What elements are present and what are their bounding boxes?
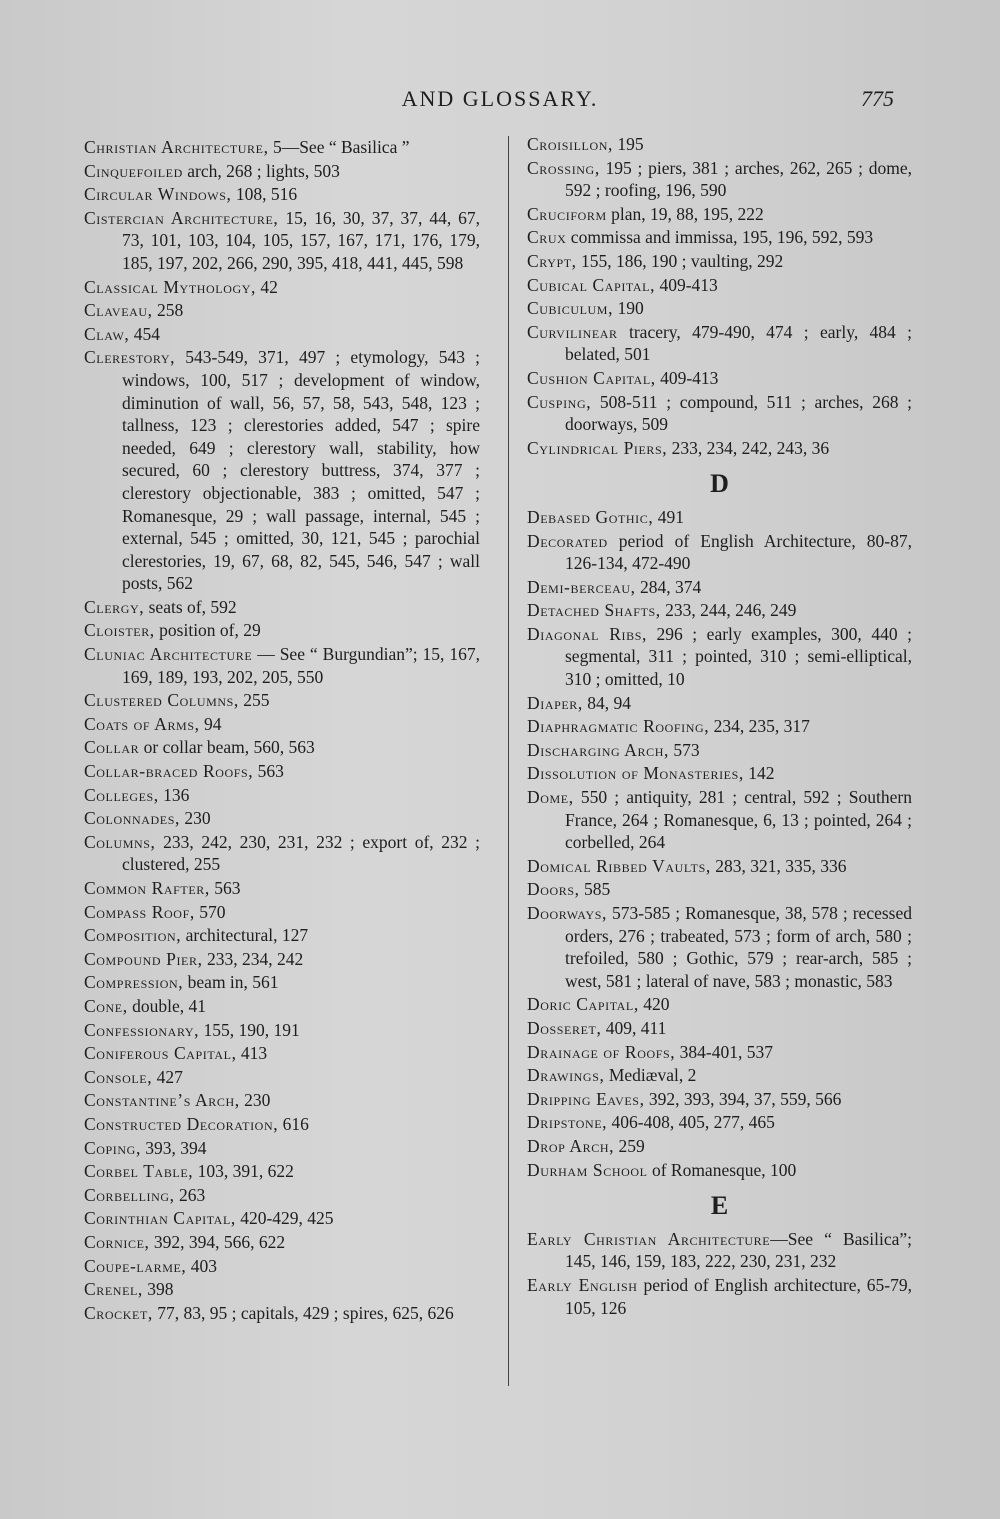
entry-references: 284, 374 xyxy=(635,576,702,597)
entry-references: 398 xyxy=(142,1279,174,1300)
entry-headword: Compound Pier, xyxy=(84,948,203,969)
entry-references: 491 xyxy=(653,506,684,527)
index-entry xyxy=(84,1113,480,1136)
entry-headword: Diaphragmatic Roofing, xyxy=(527,716,710,737)
index-entry xyxy=(84,1207,480,1230)
entry-references: 406-408, 405, 277, 465 xyxy=(607,1112,775,1133)
entry-references: 384-401, 537 xyxy=(675,1041,773,1062)
index-entry xyxy=(527,623,912,691)
index-entry xyxy=(84,1137,480,1160)
index-entry xyxy=(84,596,480,619)
entry-references: 508-511 ; compound, 511 ; arches, 268 ; doorways, 509 xyxy=(565,391,912,435)
entry-references: 136 xyxy=(158,784,190,805)
entry-headword: Cinquefoiled xyxy=(84,160,183,181)
entry-references: 296 ; early examples, 300, 440 ; segmental, 311 ; pointed, 310 ; semi-elliptical, 310 ; omitted, 10 xyxy=(565,623,912,690)
index-entry xyxy=(84,207,480,275)
entry-headword: Colonnades, xyxy=(84,808,180,829)
entry-references: 392, 393, 394, 37, 559, 566 xyxy=(644,1088,842,1109)
entry-headword: Corinthian Capital, xyxy=(84,1208,236,1229)
index-entry xyxy=(84,995,480,1018)
index-entry xyxy=(527,203,912,226)
entry-references: seats of, 592 xyxy=(144,596,237,617)
index-entry xyxy=(527,902,912,992)
index-entry xyxy=(527,1228,912,1273)
index-entry xyxy=(527,599,912,622)
index-entry xyxy=(527,786,912,854)
index-entry xyxy=(527,1088,912,1111)
index-entry xyxy=(527,762,912,785)
index-entry xyxy=(527,1159,912,1182)
entry-headword: Cushion Capital, xyxy=(527,367,656,388)
entry-headword: Circular Windows, xyxy=(84,184,232,205)
entry-headword: Dome, xyxy=(527,787,574,808)
entry-references: 258 xyxy=(152,300,184,321)
entry-headword: Common Rafter, xyxy=(84,878,210,898)
entry-references: 420 xyxy=(638,994,670,1015)
entry-headword: Discharging Arch, xyxy=(527,739,669,760)
index-entry xyxy=(84,183,480,206)
index-entry xyxy=(84,299,480,322)
index-entry xyxy=(84,831,480,876)
running-title: AND GLOSSARY. xyxy=(401,86,599,111)
entry-headword: Clustered Columns, xyxy=(84,690,239,711)
entry-headword: Collar-braced Roofs, xyxy=(84,761,254,782)
index-entry xyxy=(527,855,912,878)
right-column xyxy=(527,133,912,1320)
index-entry xyxy=(527,321,912,366)
index-entry xyxy=(84,901,480,924)
entry-references: 15, 16, 30, 37, 37, 44, 67, 73, 101, 103, 104, 105, 157, 167, 171, 176, 179, 185, 197, 202, 266, 290, 395, 418, 441, 445, 598 xyxy=(122,207,481,273)
index-entry xyxy=(84,160,480,183)
entries-d xyxy=(527,506,912,1181)
entry-references: 233, 242, 230, 231, 232 ; export of, 232 ; clustered, 255 xyxy=(122,831,480,875)
entry-references: 5—See “ Basilica ” xyxy=(268,137,410,157)
index-entry xyxy=(527,133,912,156)
index-entry xyxy=(527,692,912,715)
index-entry xyxy=(527,530,912,575)
column-divider xyxy=(508,136,509,1386)
entry-headword: Clergy, xyxy=(84,596,145,617)
entry-references: 263 xyxy=(174,1184,206,1205)
index-entry xyxy=(84,1184,480,1207)
index-entry xyxy=(84,1066,480,1089)
index-entry xyxy=(84,323,480,346)
entry-headword: Cornice, xyxy=(84,1231,150,1252)
entry-references: 142 xyxy=(743,763,775,784)
entry-references: arch, 268 ; lights, 503 xyxy=(182,160,340,181)
index-entry xyxy=(84,971,480,994)
entries-e xyxy=(527,1228,912,1319)
index-entry xyxy=(84,713,480,736)
index-entry xyxy=(84,1278,480,1301)
index-entry xyxy=(84,643,480,688)
entry-references: 543-549, 371, 497 ; etymology, 543 ; windows, 100, 517 ; development of window, diminution of wall, 56, 57, 58, 543, 548, 123 ; tallness, 123 ; clerestories added, 547 ; spire needed, 649 ; clerestory wall, stability, how secured, 60 ; clerestory buttress, 374, 377 ; clerestory objectionable, 383 ; omitted, 547 ; Romanesque, 29 ; wall passage, internal, 545 ; external, 545 ; omitted, 30, 121, 545 ; parochial clerestories, 19, 67, 68, 82, 545, 546, 547 ; wall posts, 562 xyxy=(122,347,480,594)
entry-headword: Claveau, xyxy=(84,300,153,321)
entry-references: 84, 94 xyxy=(582,692,632,713)
entry-references: 585 xyxy=(579,879,611,900)
entry-references: 393, 394 xyxy=(140,1137,207,1158)
entry-headword: Diagonal Ribs, xyxy=(527,623,647,644)
entry-references: period of English architecture, 65-79, 105, 126 xyxy=(565,1274,912,1318)
entry-references: 195 xyxy=(612,134,644,154)
letter-heading-d: D xyxy=(710,469,729,499)
entry-headword: Corbelling, xyxy=(84,1184,175,1205)
index-entry xyxy=(527,367,912,390)
entry-references: 233, 234, 242 xyxy=(202,948,304,969)
entry-headword: Cylindrical Piers, xyxy=(527,437,668,458)
index-entry xyxy=(527,250,912,273)
entry-references: —See “ Basilica”; 145, 146, 159, 183, 222, 230, 231, 232 xyxy=(565,1228,912,1272)
entry-headword: Doorways, xyxy=(527,903,607,923)
letter-heading-e: E xyxy=(710,1191,729,1221)
entry-references: 108, 516 xyxy=(231,184,298,205)
entry-headword: Constructed Decoration, xyxy=(84,1113,279,1134)
entry-references: 550 ; antiquity, 281 ; central, 592 ; Southern France, 264 ; Romanesque, 6, 13 ; pointed, 264 ; corbelled, 264 xyxy=(565,787,912,853)
entry-headword: Cloister, xyxy=(84,620,155,641)
entry-references: or collar beam, 560, 563 xyxy=(139,737,315,758)
index-entry xyxy=(527,576,912,599)
entry-headword: Domical Ribbed Vaults, xyxy=(527,855,711,876)
entry-headword: Console, xyxy=(84,1066,153,1087)
entry-headword: Claw, xyxy=(84,323,130,344)
entry-headword: Crossing, xyxy=(527,157,600,178)
entry-references: position of, 29 xyxy=(154,620,261,641)
entry-references: architectural, 127 xyxy=(181,925,309,946)
index-entry xyxy=(527,157,912,202)
entry-headword: Crocket, xyxy=(84,1302,153,1323)
index-entry xyxy=(527,1041,912,1064)
entry-references: 403 xyxy=(186,1255,218,1276)
index-entry xyxy=(84,276,480,299)
entry-references: — See “ Burgundian”; 15, 167, 169, 189, 193, 202, 205, 550 xyxy=(122,644,480,687)
index-entry xyxy=(527,437,912,460)
index-entry xyxy=(84,1160,480,1183)
entry-headword: Collar xyxy=(84,737,140,758)
entry-references: 427 xyxy=(152,1066,183,1087)
entry-headword: Doors, xyxy=(527,879,580,900)
index-entry xyxy=(527,274,912,297)
entry-references: 190 xyxy=(613,298,644,319)
entry-headword: Compression, xyxy=(84,972,184,993)
index-entry xyxy=(84,736,480,759)
entry-headword: Clerestory, xyxy=(84,347,176,368)
index-entry xyxy=(84,1231,480,1254)
entry-references: 230 xyxy=(239,1090,271,1111)
entry-headword: Columns, xyxy=(84,831,156,852)
entries-c xyxy=(527,133,912,459)
entry-references: 94 xyxy=(199,713,222,734)
entry-references: 233, 234, 242, 243, 36 xyxy=(667,437,830,458)
entry-headword: Cubical Capital, xyxy=(527,274,656,295)
index-entry xyxy=(84,136,480,159)
entry-references: 155, 190, 191 xyxy=(199,1019,300,1040)
entry-references: 259 xyxy=(614,1135,645,1156)
index-entry xyxy=(527,391,912,436)
index-entry xyxy=(84,784,480,807)
entry-references: 77, 83, 95 ; capitals, 429 ; spires, 625, 626 xyxy=(152,1302,454,1323)
index-entry xyxy=(84,1302,480,1325)
entry-references: period of English Architecture, 80-87, 126-134, 472-490 xyxy=(565,530,912,574)
index-entry xyxy=(84,877,480,900)
index-entry xyxy=(84,807,480,830)
entry-headword: Crypt, xyxy=(527,250,577,271)
entry-references: 103, 391, 622 xyxy=(193,1161,294,1182)
entry-references: double, 41 xyxy=(127,995,206,1016)
index-entry xyxy=(527,715,912,738)
entry-headword: Early English xyxy=(527,1274,638,1295)
entry-headword: Corbel Table, xyxy=(84,1161,194,1182)
entry-references: 573-585 ; Romanesque, 38, 578 ; recessed orders, 276 ; trabeated, 573 ; form of arch, 580 ; trefoiled, 580 ; Gothic, 579 ; rear-arch, 585 ; west, 581 ; lateral of nave, 583 ; monastic, 583 xyxy=(565,903,912,991)
index-entry xyxy=(84,924,480,947)
entry-references: beam in, 561 xyxy=(183,972,279,993)
index-entry xyxy=(527,1017,912,1040)
index-entry xyxy=(84,1019,480,1042)
entry-references: 563 xyxy=(253,761,284,782)
entry-headword: Coniferous Capital, xyxy=(84,1043,237,1064)
index-entry xyxy=(527,1135,912,1158)
entry-headword: Cusping, xyxy=(527,391,592,412)
entry-references: 573 xyxy=(668,739,700,760)
index-entry xyxy=(527,1274,912,1319)
entry-headword: Coping, xyxy=(84,1137,141,1158)
entry-references: 230 xyxy=(179,808,211,829)
entry-headword: Early Christian Architecture xyxy=(527,1228,771,1249)
entry-references: 233, 244, 246, 249 xyxy=(660,600,797,621)
entry-references: 563 xyxy=(209,878,241,898)
entry-references: 409-413 xyxy=(655,367,719,388)
entry-references: 409-413 xyxy=(655,274,718,295)
index-entry xyxy=(84,346,480,595)
entry-headword: Decorated xyxy=(527,530,608,551)
entry-references: 283, 321, 335, 336 xyxy=(710,855,847,876)
entry-references: 570 xyxy=(194,901,226,922)
index-entry xyxy=(84,1089,480,1112)
entry-headword: Curvilinear xyxy=(527,321,618,342)
entry-references: 616 xyxy=(278,1113,309,1134)
index-entry xyxy=(84,1255,480,1278)
entry-headword: Composition, xyxy=(84,925,182,946)
page-number: 775 xyxy=(861,86,894,111)
index-entry xyxy=(84,1042,480,1065)
entry-headword: Drawings, xyxy=(527,1065,605,1086)
entry-headword: Dripping Eaves, xyxy=(527,1088,645,1109)
index-entry xyxy=(527,993,912,1016)
entry-references: 420-429, 425 xyxy=(235,1208,334,1229)
index-entry xyxy=(527,1064,912,1087)
entry-headword: Cubiculum, xyxy=(527,298,614,319)
entry-headword: Croisillon, xyxy=(527,134,613,154)
entry-headword: Colleges, xyxy=(84,784,159,805)
index-entry xyxy=(84,689,480,712)
entry-headword: Diaper, xyxy=(527,692,583,713)
entry-headword: Cistercian Architecture, xyxy=(84,207,279,228)
entry-headword: Drainage of Roofs, xyxy=(527,1041,676,1062)
index-entry xyxy=(527,878,912,901)
entry-headword: Demi-berceau, xyxy=(527,576,636,597)
entry-headword: Constantine’s Arch, xyxy=(84,1090,240,1111)
entry-references: 234, 235, 317 xyxy=(709,716,810,737)
entry-headword: Drop Arch, xyxy=(527,1135,615,1156)
entry-references: 413 xyxy=(236,1043,268,1064)
entry-references: Mediæval, 2 xyxy=(604,1065,697,1086)
entry-references: 42 xyxy=(255,276,278,297)
entry-headword: Christian Architecture, xyxy=(84,137,269,157)
index-entry xyxy=(527,226,912,249)
index-entry xyxy=(527,506,912,529)
entry-headword: Confessionary, xyxy=(84,1019,200,1040)
entry-references: 255 xyxy=(238,690,270,711)
entry-headword: Cone, xyxy=(84,995,128,1016)
index-entry xyxy=(84,760,480,783)
index-entry xyxy=(84,948,480,971)
entry-references: 155, 186, 190 ; vaulting, 292 xyxy=(576,250,784,271)
index-entry xyxy=(527,1111,912,1134)
entry-headword: Classical Mythology, xyxy=(84,276,256,297)
entry-headword: Dripstone, xyxy=(527,1112,608,1133)
entry-headword: Crenel, xyxy=(84,1279,143,1300)
index-entry xyxy=(527,739,912,762)
entry-headword: Dosseret, xyxy=(527,1017,602,1038)
entry-references: 409, 411 xyxy=(601,1017,667,1038)
entry-headword: Debased Gothic, xyxy=(527,506,654,527)
entry-headword: Crux xyxy=(527,227,567,248)
entry-headword: Dissolution of Monasteries, xyxy=(527,763,744,784)
entry-references: 454 xyxy=(129,323,161,344)
entry-headword: Cruciform xyxy=(527,203,607,224)
entry-headword: Cluniac Architecture xyxy=(84,644,253,665)
entry-references: of Romanesque, 100 xyxy=(647,1159,797,1180)
entry-references: 392, 394, 566, 622 xyxy=(149,1231,286,1252)
entry-headword: Coupe-larme, xyxy=(84,1255,187,1276)
entry-references: commissa and immissa, 195, 196, 592, 593 xyxy=(566,227,874,248)
entry-headword: Compass Roof, xyxy=(84,901,195,922)
entry-headword: Doric Capital, xyxy=(527,994,639,1015)
entry-headword: Detached Shafts, xyxy=(527,600,661,621)
entry-headword: Coats of Arms, xyxy=(84,713,200,734)
entry-references: tracery, 479-490, 474 ; early, 484 ; belated, 501 xyxy=(565,321,912,365)
entry-headword: Durham School xyxy=(527,1159,648,1180)
left-column xyxy=(84,136,480,1325)
index-entry xyxy=(84,619,480,642)
entry-references: 195 ; piers, 381 ; arches, 262, 265 ; dome, 592 ; roofing, 196, 590 xyxy=(565,157,912,201)
index-entry xyxy=(527,297,912,320)
entry-references: plan, 19, 88, 195, 222 xyxy=(606,203,764,224)
